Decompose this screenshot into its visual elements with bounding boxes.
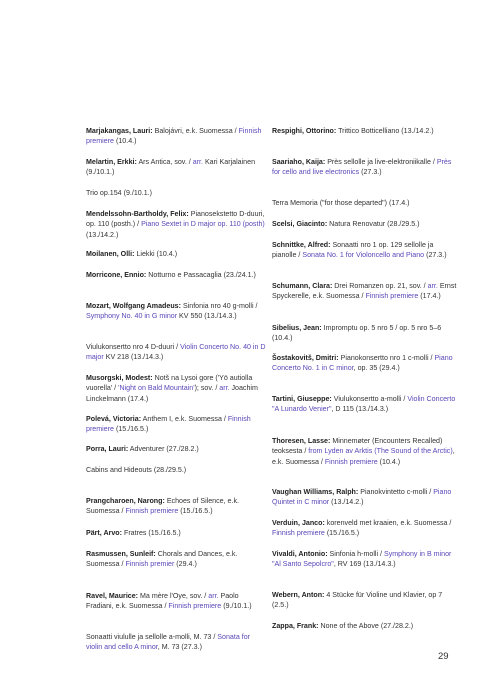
- composer-name: Vivaldi, Antonio:: [272, 550, 328, 558]
- work-text: Adventurer (27./28.2.): [128, 445, 199, 453]
- catalog-entry: [272, 549, 458, 570]
- composer-name: Morricone, Ennio:: [86, 271, 147, 279]
- work-text: Sonaatti viululle ja sellolle a-molli, M. 73 /: [86, 633, 218, 641]
- catalog-entry: [272, 323, 458, 344]
- catalog-entry: [86, 270, 268, 280]
- work-text: (10.4.): [377, 457, 401, 466]
- work-text: Sinfonia nro 40 g-molli /: [180, 302, 258, 310]
- english-title: from Lyden av Arktis (The Sound of the Arctic): [308, 447, 453, 456]
- work-text: (15./16.5.): [324, 529, 360, 538]
- work-text: Cabins and Hideouts (28./29.5.): [86, 466, 187, 474]
- work-text: None of the Above (27./28.2.): [318, 622, 414, 630]
- work-text: Sonaatti nro 1 op. 129 sellolle ja pianolle /: [272, 241, 434, 260]
- catalog-entry: [272, 240, 458, 261]
- work-text: Balojávri, e.k. Suomessa /: [152, 127, 239, 135]
- catalog-entry: [272, 621, 458, 631]
- composer-name: Musorgski, Modest:: [86, 374, 153, 382]
- english-title: Finnish premiere: [324, 457, 378, 466]
- work-text: Pianokvintetto c-molli /: [358, 488, 434, 496]
- catalog-entry: [86, 444, 268, 454]
- work-text: Joachim Linckelmann (17.4.): [86, 384, 258, 403]
- catalog-entry: [272, 198, 458, 208]
- work-text: Paolo Fradiani, e.k. Suomessa /: [86, 592, 239, 611]
- composer-name: Moilanen, Olli:: [86, 250, 135, 258]
- work-text: (15./16.5.): [114, 425, 149, 434]
- catalog-entry: [86, 414, 268, 435]
- catalog-entry: [86, 249, 268, 259]
- english-title: Symphony No. 40 in G minor: [86, 312, 178, 321]
- english-title: Piano Quintet in C minor: [272, 488, 452, 507]
- work-text: Chorals and Dances, e.k. Suomessa /: [86, 550, 238, 569]
- english-title: Symphony in B minor "Al Santo Sepolcro": [272, 550, 452, 569]
- work-text: (9./10.1.): [221, 602, 252, 611]
- composer-name: Mendelssohn-Bartholdy, Felix:: [86, 210, 189, 218]
- english-title: Près for cello and live electronics: [272, 158, 452, 177]
- catalog-entry: [272, 518, 458, 539]
- english-title: arr.: [219, 384, 230, 393]
- work-text: (13./14.2.): [86, 230, 119, 239]
- work-text: (15./16.5.): [178, 507, 213, 516]
- composer-name: Porra, Lauri:: [86, 445, 129, 453]
- work-text: Viulukonsertto a-molli /: [331, 395, 408, 403]
- english-title: Finnish premier: [125, 560, 175, 569]
- catalog-entry: [272, 126, 458, 136]
- catalog-entry: [86, 373, 268, 404]
- work-text: (29.4.): [174, 560, 197, 569]
- catalog-entry: [86, 301, 268, 322]
- catalog-entry: [272, 353, 458, 374]
- catalog-entry: [86, 157, 268, 178]
- work-text: Minnemøter (Encounters Recalled) teoksesta /: [272, 437, 443, 456]
- english-title: Sonata No. 1 for Violoncello and Piano: [302, 251, 425, 260]
- work-text: (17.4.): [418, 292, 441, 301]
- english-title: arr.: [208, 592, 219, 600]
- catalog-entry: [86, 496, 268, 517]
- composer-name: Sibelius, Jean:: [272, 324, 322, 332]
- composer-name: Polevá, Victoria:: [86, 415, 142, 423]
- composer-name: Prangcharoen, Narong:: [86, 497, 165, 505]
- catalog-entry: [272, 281, 458, 302]
- work-text: Liekki (10.4.): [134, 250, 178, 258]
- english-title: Sonata for violin and cello A minor: [86, 633, 251, 652]
- work-text: Notturno e Passacaglia (23./24.1.): [146, 271, 256, 279]
- work-text: , e.k. Suomessa /: [272, 447, 455, 466]
- work-text: (27.3.): [424, 251, 447, 260]
- composer-name: Zappa, Frank:: [272, 622, 319, 630]
- work-text: 4 Stücke für Violine und Klavier, op 7 (2.5.): [272, 591, 443, 610]
- catalog-entry: [86, 209, 268, 240]
- catalog-entry: [272, 436, 458, 467]
- work-text: Fratres (15./16.5.): [122, 529, 181, 537]
- work-text: , D 115 (13./14.3.): [331, 405, 389, 414]
- work-text: Notš na Lysoi gore ('Yö autiolla vuorella' /: [86, 374, 253, 393]
- english-title: Finnish premiere: [272, 529, 325, 538]
- english-title: 'Night on Bald Mountain': [118, 384, 195, 393]
- catalog-entry: [272, 590, 458, 611]
- catalog-entry: [86, 632, 268, 653]
- english-title: Piano Concerto No. 1 in C minor: [272, 354, 453, 373]
- composer-name: Schnittke, Alfred:: [272, 241, 331, 249]
- english-title: Piano Sextet in D major op. 110 (posth): [141, 220, 265, 229]
- english-title: Violin Concerto No. 40 in D major: [86, 343, 266, 362]
- catalog-entry: [272, 487, 458, 508]
- english-title: Finnish premiere: [86, 415, 251, 434]
- work-text: Pianokonsertto nro 1 c-molli /: [338, 354, 435, 362]
- composer-name: Saariaho, Kaija:: [272, 158, 326, 166]
- work-text: Anthem I, e.k. Suomessa /: [141, 415, 228, 423]
- catalog-entry: [86, 465, 268, 475]
- work-text: Kari Karjalainen (9./10.1.): [86, 158, 256, 177]
- work-text: Trio op.154 (9./10.1.): [86, 189, 152, 197]
- work-text: Natura Renovatur (28./29.5.): [327, 220, 420, 228]
- english-title: Finnish premiere: [86, 127, 262, 146]
- english-title: arr.: [192, 158, 203, 166]
- english-title: Violin Concerto "A Lunardo Venier": [272, 395, 456, 414]
- work-text: (27.3.): [359, 168, 382, 177]
- composer-name: Pärt, Arvo:: [86, 529, 123, 537]
- composer-name: Schumann, Clara:: [272, 282, 333, 290]
- work-text: Echoes of Silence, e.k. Suomessa /: [86, 497, 239, 516]
- composer-name: Mozart, Wolfgang Amadeus:: [86, 302, 181, 310]
- composer-name: Vaughan Williams, Ralph:: [272, 488, 359, 496]
- catalog-entry: [86, 126, 268, 147]
- work-text: (13./14.2.): [329, 498, 364, 507]
- work-text: , M. 73 (27.3.): [157, 643, 202, 652]
- composer-name: Tartini, Giuseppe:: [272, 395, 332, 403]
- page-number: 29: [438, 651, 449, 662]
- composer-name: Šostakovitš, Dmitri:: [272, 354, 339, 362]
- work-text: , RV 169 (13./14.3.): [333, 560, 396, 569]
- english-title: Finnish premiere: [125, 507, 179, 516]
- work-text: Terra Memoria ("for those departed") (17.4.): [272, 199, 410, 207]
- work-text: Sinfonia h-molli /: [327, 550, 384, 558]
- english-title: arr.: [427, 282, 438, 290]
- work-text: Impromptu op. 5 nro 5 / op. 5 nro 5–6 (10.4.): [272, 324, 442, 343]
- work-text: Viulukonsertto nro 4 D-duuri /: [86, 343, 181, 351]
- work-text: Pianosekstetto D-duuri, op. 110 (posth.) /: [86, 210, 265, 229]
- composer-name: Melartin, Erkki:: [86, 158, 137, 166]
- work-text: , op. 35 (29.4.): [353, 364, 400, 373]
- work-text: ); sov. /: [194, 384, 220, 393]
- composer-name: Rasmussen, Sunleif:: [86, 550, 156, 558]
- english-title: Finnish premiere: [168, 602, 222, 611]
- work-text: Ernst Spyckerelle, e.k. Suomessa /: [272, 282, 457, 301]
- work-text: Ars Antica, sov. /: [136, 158, 193, 166]
- catalog-entry: [86, 591, 268, 612]
- catalog-entry: [86, 549, 268, 570]
- composer-name: Thoresen, Lasse:: [272, 437, 331, 445]
- composer-name: Ravel, Maurice:: [86, 592, 139, 600]
- work-text: Drei Romanzen op. 21, sov. /: [332, 282, 428, 290]
- work-text: (10.4.): [114, 137, 137, 146]
- composer-name: Respighi, Ottorino:: [272, 127, 337, 135]
- composer-name: Webern, Anton:: [272, 591, 325, 599]
- english-title: Finnish premiere: [365, 292, 419, 301]
- composer-name: Marjakangas, Lauri:: [86, 127, 153, 135]
- catalog-entry: [272, 219, 458, 229]
- work-text: Ma mère l'Oye, sov. /: [138, 592, 209, 600]
- work-text: Près sellolle ja live-elektroniikalle /: [325, 158, 437, 166]
- catalog-entry: [272, 394, 458, 415]
- catalog-entry: [272, 157, 458, 178]
- catalog-entry: [86, 342, 268, 363]
- catalog-entry: [86, 188, 268, 198]
- composer-name: Scelsi, Giacinto:: [272, 220, 328, 228]
- work-text: KV 550 (13./14.3.): [177, 312, 237, 321]
- work-text: KV 218 (13./14.3.): [103, 353, 164, 362]
- work-text: korenveld met kraaien, e.k. Suomessa /: [324, 519, 452, 527]
- composer-name: Verduin, Janco:: [272, 519, 325, 527]
- work-text: Trittico Botticelliano (13./14.2.): [336, 127, 434, 135]
- catalog-entry: [86, 528, 268, 538]
